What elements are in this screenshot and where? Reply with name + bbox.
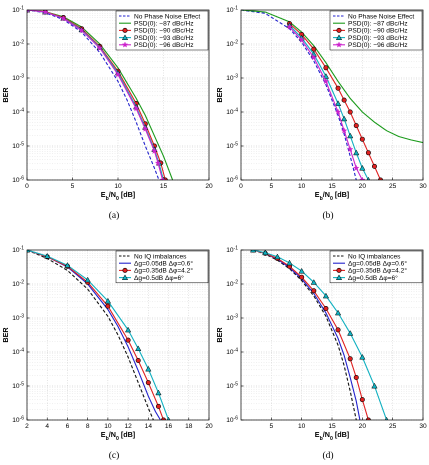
legend-entry: Δg=0.5dB Δφ=6° [134,274,184,282]
legend-marker [337,268,341,272]
subfigure-label-b: (b) [322,211,334,221]
chart-panel-3 [1,246,213,442]
x-tick-label: 10 [114,183,122,190]
y-tick-label: $10^{-5}$ [226,381,238,391]
legend [330,11,422,50]
y-tick-label: $10^{-1}$ [226,5,238,15]
x-tick-label: 14 [144,423,153,430]
legend-marker [123,28,127,32]
y-tick-label: $10^{-3}$ [226,73,238,83]
legend-entry: PSD(0): −96 dBc/Hz [134,42,194,50]
x-tick-label: 10 [297,423,306,430]
x-axis-label: $E_b/N_0$ [dB] [314,190,350,202]
x-tick-label: 20 [358,423,367,430]
y-axis-label: BER [1,327,10,343]
x-tick-label: 5 [269,183,274,190]
data-point [324,66,328,70]
chart-panel-2 [215,6,427,202]
x-tick-label: 25 [388,423,397,430]
y-tick-label: $10^{-6}$ [12,175,24,185]
x-tick-label: 20 [358,183,367,190]
data-point [336,328,340,332]
subfigure-label-d: (d) [322,451,334,461]
y-tick-label: $10^{-4}$ [226,347,238,357]
y-tick-label: $10^{-4}$ [12,107,24,117]
legend-entry: No IQ imbalances [348,253,401,261]
y-tick-label: $10^{-2}$ [226,279,238,289]
data-point [146,380,150,384]
data-point [366,151,370,155]
y-tick-label: $10^{-3}$ [226,313,238,323]
data-point [354,375,358,379]
chart-panel-4 [215,246,427,442]
x-tick-label: 6 [65,423,70,430]
y-tick-label: $10^{-2}$ [12,279,24,289]
x-tick-label: 8 [85,423,90,430]
chart-panel-1 [1,6,213,202]
legend-entry: PSD(0): −87 dBc/Hz [348,20,408,28]
legend [116,251,208,283]
x-tick-label: 25 [388,183,397,190]
data-point [299,275,303,279]
y-tick-label: $10^{-2}$ [226,39,238,49]
y-tick-label: $10^{-2}$ [12,39,24,49]
x-tick-label: 10 [104,423,112,430]
y-tick-label: $10^{-6}$ [12,415,24,425]
data-point [336,86,340,90]
x-tick-label: 15 [328,183,336,190]
legend-entry: No Phase Noise Effect [348,13,415,21]
x-tick-label: 2 [25,423,29,430]
y-tick-label: $10^{-6}$ [226,415,238,425]
legend [116,11,208,50]
y-axis-label: BER [215,327,224,343]
x-tick-label: 0 [239,183,243,190]
data-point [354,123,358,127]
x-axis-label: $E_b/N_0$ [dB] [100,430,136,442]
data-point [372,164,376,168]
legend-entry: PSD(0): −90 dBc/Hz [348,27,408,35]
y-axis-label: BER [1,87,10,103]
y-tick-label: $10^{-3}$ [12,313,24,323]
legend-entry: PSD(0): −87 dBc/Hz [134,20,194,28]
data-point [360,397,364,401]
x-tick-label: 12 [124,423,132,430]
x-tick-label: 20 [205,423,213,430]
data-point [136,358,140,362]
x-tick-label: 5 [70,183,75,190]
data-point [106,304,110,308]
legend-entry: No IQ imbalances [134,253,187,261]
data-point [348,110,352,114]
data-point [342,98,346,102]
x-tick-label: 16 [164,423,173,430]
legend-entry: Δg=0.35dB Δφ=4.2° [348,267,407,275]
legend-entry: PSD(0): −93 dBc/Hz [348,34,408,42]
x-axis-label: $E_b/N_0$ [dB] [314,430,350,442]
data-point [324,306,328,310]
legend-entry: Δg=0.05dB Δφ=0.6° [134,260,193,268]
y-tick-label: $10^{-6}$ [226,175,238,185]
data-point [348,357,352,361]
x-tick-label: 30 [419,183,427,190]
y-tick-label: $10^{-1}$ [12,245,24,255]
x-tick-label: 0 [25,183,29,190]
y-tick-label: $10^{-4}$ [226,107,238,117]
legend-marker [123,268,127,272]
x-tick-label: 10 [297,183,306,190]
legend-entry: Δg=0.35dB Δφ=4.2° [134,267,193,275]
x-tick-label: 4 [45,423,50,430]
legend-entry: No Phase Noise Effect [134,13,201,21]
x-tick-label: 30 [419,423,427,430]
y-axis-label: BER [215,87,224,103]
x-axis-label: $E_b/N_0$ [dB] [100,190,136,202]
data-point [312,289,316,293]
legend-entry: Δg=0.05dB Δφ=0.6° [348,260,407,268]
y-tick-label: $10^{-5}$ [226,141,238,151]
x-tick-label: 5 [269,423,274,430]
data-point [360,137,364,141]
subfigure-label-a: (a) [108,211,120,221]
subfigure-label-c: (c) [108,451,120,461]
data-point [312,47,316,51]
legend-entry: Δg=0.5dB Δφ=6° [348,274,398,282]
x-tick-label: 20 [205,183,213,190]
y-tick-label: $10^{-5}$ [12,381,24,391]
data-point [156,404,160,408]
legend-marker [337,28,341,32]
y-tick-label: $10^{-5}$ [12,141,24,151]
legend-entry: PSD(0): −90 dBc/Hz [134,27,194,35]
y-tick-label: $10^{-1}$ [12,5,24,15]
legend-entry: PSD(0): −93 dBc/Hz [134,34,194,42]
x-tick-label: 15 [328,423,336,430]
data-point [126,338,130,342]
y-tick-label: $10^{-3}$ [12,73,24,83]
y-tick-label: $10^{-4}$ [12,347,24,357]
x-tick-label: 15 [159,183,168,190]
legend-entry: PSD(0): −96 dBc/Hz [348,42,408,50]
x-tick-label: 18 [185,423,193,430]
y-tick-label: $10^{-1}$ [226,245,238,255]
legend [330,251,422,283]
